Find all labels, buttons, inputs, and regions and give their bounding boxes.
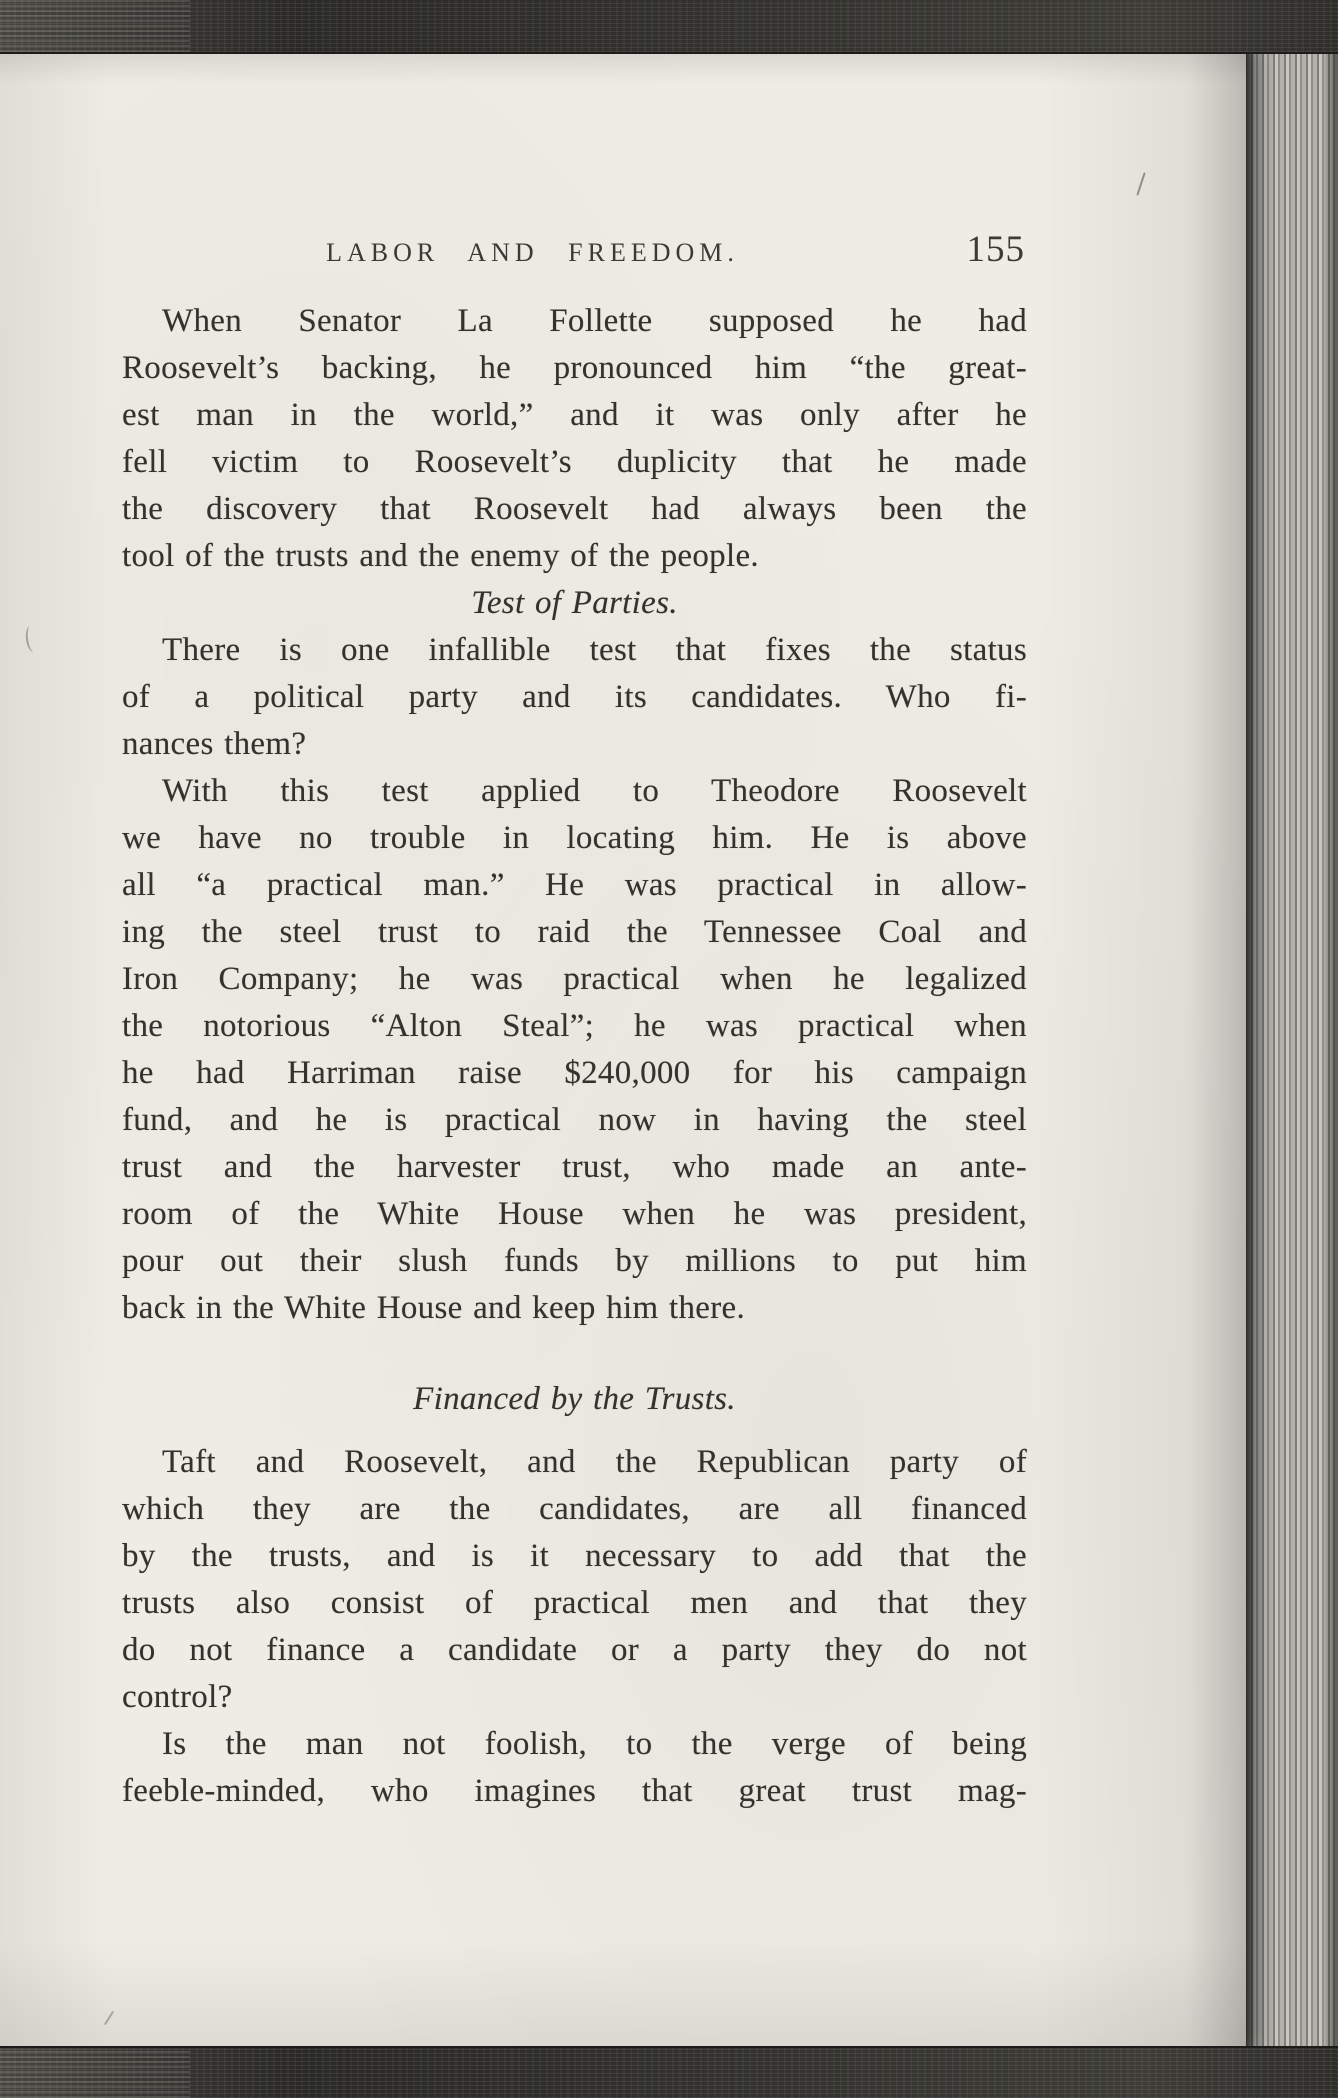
text-line: pour out their slush funds by millions to put him <box>122 1243 1027 1279</box>
page-body <box>122 298 1027 1815</box>
text-line: he had Harriman raise $240,000 for his campaign <box>122 1055 1027 1091</box>
text-line: the discovery that Roosevelt had always been the <box>122 491 1027 527</box>
text-line: we have no trouble in locating him. He is above <box>122 820 1027 856</box>
paragraph <box>122 627 1027 768</box>
text-line: of a political party and its candidates. Who fi- <box>122 679 1027 715</box>
scan-artifact-mark <box>24 625 40 652</box>
text-line: nances them? <box>122 726 307 762</box>
section-heading: Test of Parties. <box>471 585 678 621</box>
text-line: the notorious “Alton Steal”; he was practical when <box>122 1008 1027 1044</box>
text-line: Roosevelt’s backing, he pronounced him “the great- <box>122 350 1027 386</box>
text-line: ing the steel trust to raid the Tennessee Coal and <box>122 914 1027 950</box>
paragraph <box>122 768 1027 1332</box>
text-line: trusts also consist of practical men and that they <box>122 1585 1027 1621</box>
text-line: With this test applied to Theodore Roosevelt <box>162 773 1027 809</box>
paragraph <box>122 1439 1027 1721</box>
section-heading: Financed by the Trusts. <box>413 1381 736 1417</box>
text-line: Iron Company; he was practical when he legalized <box>122 961 1027 997</box>
text-line: trust and the harvester trust, who made an ante- <box>122 1149 1027 1185</box>
text-line: feeble-minded, who imagines that great trust mag- <box>122 1773 1027 1809</box>
text-line: est man in the world,” and it was only after he <box>122 397 1027 433</box>
page-number: 155 <box>966 229 1025 270</box>
text-line: do not finance a candidate or a party they do not <box>122 1632 1027 1668</box>
paragraph <box>122 298 1027 580</box>
running-head <box>122 230 1027 280</box>
page-content-area <box>122 230 1027 1815</box>
paragraph <box>122 1721 1027 1815</box>
running-title: LABOR AND FREEDOM. <box>326 238 739 267</box>
text-line: Taft and Roosevelt, and the Republican party of <box>162 1444 1027 1480</box>
book-fore-edge-pages <box>1242 0 1338 2098</box>
text-line: room of the White House when he was president, <box>122 1196 1027 1232</box>
book-top-cloth-band <box>0 0 1338 54</box>
text-line: Is the man not foolish, to the verge of being <box>162 1726 1027 1762</box>
text-line: When Senator La Follette supposed he had <box>162 303 1027 339</box>
text-line: by the trusts, and is it necessary to add that the <box>122 1538 1027 1574</box>
text-line: fell victim to Roosevelt’s duplicity that he made <box>122 444 1027 480</box>
book-bottom-cloth-band <box>0 2046 1338 2098</box>
page-paper <box>0 48 1246 2050</box>
text-line: fund, and he is practical now in having the steel <box>122 1102 1027 1138</box>
text-line: tool of the trusts and the enemy of the people. <box>122 538 759 574</box>
scan-artifact-mark <box>104 2011 114 2026</box>
text-line: which they are the candidates, are all financed <box>122 1491 1027 1527</box>
text-line: There is one infallible test that fixes the status <box>162 632 1027 668</box>
text-line: control? <box>122 1679 233 1715</box>
text-line: all “a practical man.” He was practical in allow- <box>122 867 1027 903</box>
text-line: back in the White House and keep him there. <box>122 1290 746 1326</box>
